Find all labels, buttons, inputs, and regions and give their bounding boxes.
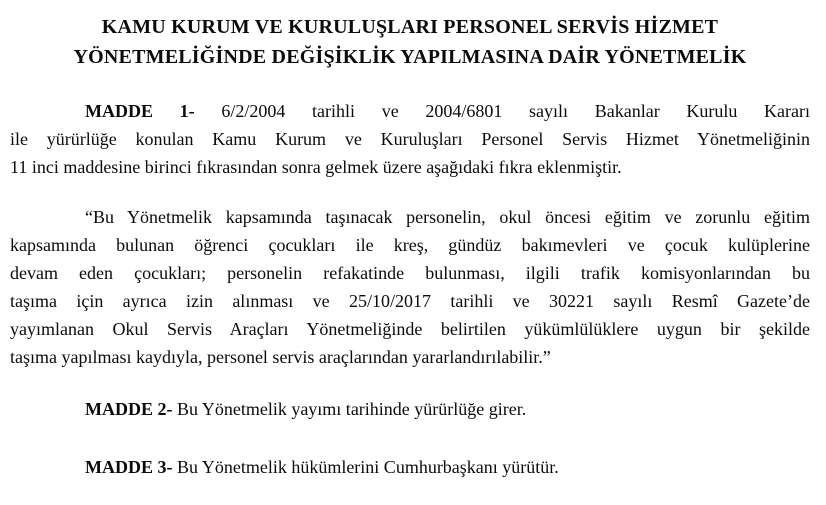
article-1-line-1 — [10, 97, 810, 125]
article-1-label: MADDE 1- — [85, 101, 195, 121]
quote-line-4: taşıma için ayrıca izin alınması ve 25/10/2017 tarihli ve 30221 sayılı Resmî Gazete’de — [10, 291, 810, 311]
article-1-paragraph — [10, 97, 810, 181]
quote-line-2: kapsamında bulunan öğrenci çocukları ile kreş, gündüz bakımevleri ve çocuk kulüplerine — [10, 235, 810, 255]
title-line-1: KAMU KURUM VE KURULUŞLARI PERSONEL SERVİS HİZMET — [101, 16, 719, 38]
quote-line-6: taşıma yapılması kaydıyla, personel servis araçlarından yararlandırılabilir.” — [10, 347, 551, 367]
article-3-label: MADDE 3- — [85, 457, 173, 477]
article-3-paragraph — [10, 453, 810, 481]
quote-line-1: “Bu Yönetmelik kapsamında taşınacak personelin, okul öncesi eğitim ve zorunlu eğitim — [85, 207, 810, 227]
article-2-paragraph — [10, 395, 810, 423]
article-3-line — [10, 453, 810, 481]
article-1-line-2: ile yürürlüğe konulan Kamu Kurum ve Kuruluşları Personel Servis Hizmet Yönetmeliğinin — [10, 129, 810, 149]
quote-line-5: yayımlanan Okul Servis Araçları Yönetmeliğinde belirtilen yükümlülüklere uygun bir şekilde — [10, 319, 810, 339]
quote-line-3: devam eden çocukları; personelin refakatinde bulunması, ilgili trafik komisyonlarından bu — [10, 263, 810, 283]
title-line-2: YÖNETMELİĞİNDE DEĞİŞİKLİK YAPILMASINA DAİR YÖNETMELİK — [73, 46, 747, 68]
article-2-text: Bu Yönetmelik yayımı tarihinde yürürlüğe girer. — [177, 399, 527, 419]
document-title — [10, 12, 810, 72]
article-1-line-1-text: 6/2/2004 tarihli ve 2004/6801 sayılı Bakanlar Kurulu Kararı — [221, 101, 811, 121]
article-2-line — [10, 395, 810, 423]
article-1-line-3: 11 inci maddesine birinci fıkrasından sonra gelmek üzere aşağıdaki fıkra eklenmiştir. — [10, 157, 622, 177]
article-3-text: Bu Yönetmelik hükümlerini Cumhurbaşkanı yürütür. — [177, 457, 559, 477]
quote-paragraph — [10, 203, 810, 371]
article-2-label: MADDE 2- — [85, 399, 173, 419]
